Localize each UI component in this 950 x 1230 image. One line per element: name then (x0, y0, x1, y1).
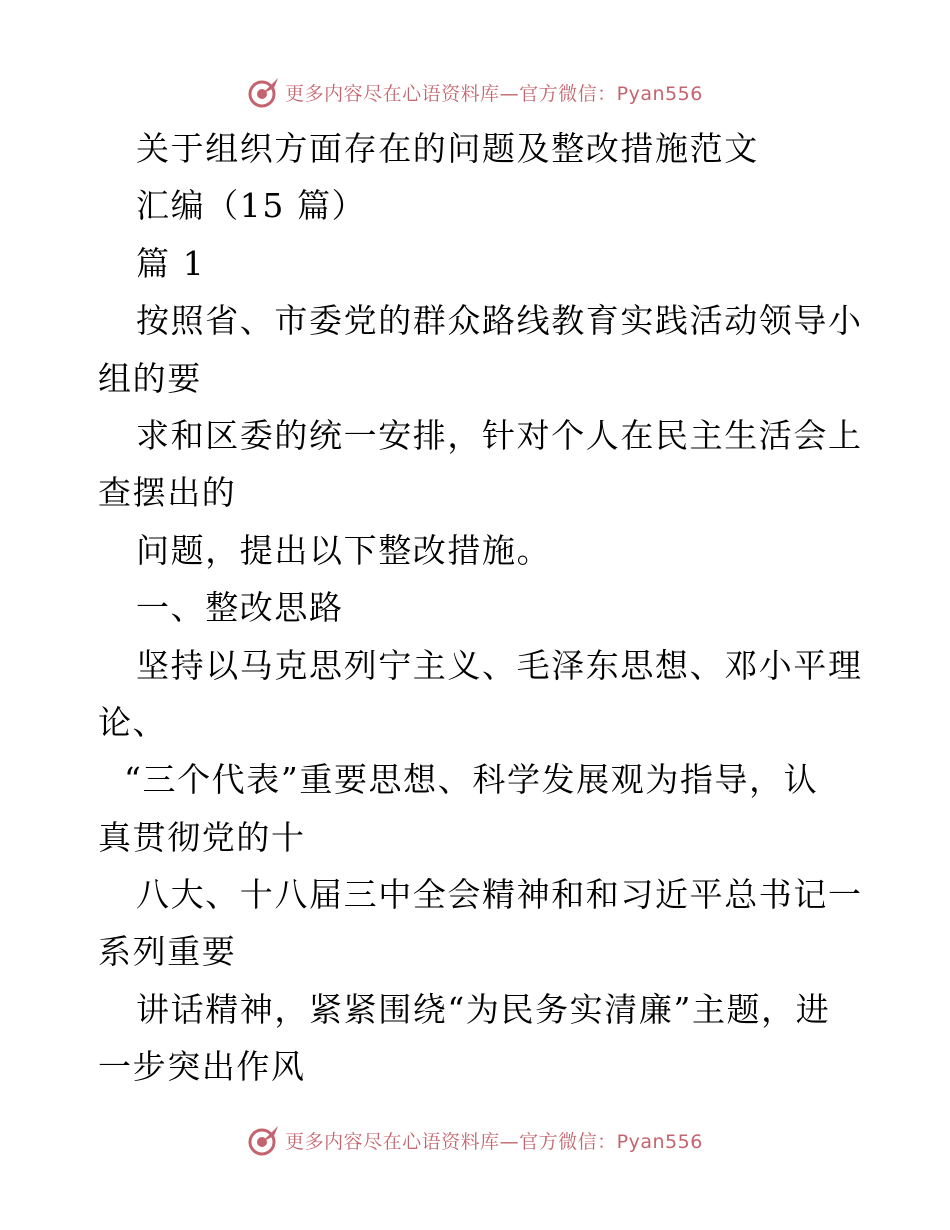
doc-title-line-2: 汇编（15 篇） (136, 186, 367, 226)
subsection-heading: 一、整改思路 (136, 588, 344, 628)
paragraph-line: 按照省、市委党的群众路线教育实践活动领导小 (136, 301, 863, 341)
quill-logo-icon (247, 1123, 281, 1157)
paragraph-line: 论、 (98, 702, 168, 742)
paragraph-line: “三个代表”重要思想、科学发展观为指导，认 (124, 760, 819, 800)
paragraph-line: 坚持以马克思列宁主义、毛泽东思想、邓小平理 (136, 645, 863, 685)
footer-watermark (0, 1120, 950, 1160)
doc-title-line-1: 关于组织方面存在的问题及整改措施范文 (136, 129, 759, 168)
paragraph-line: 系列重要 (98, 932, 237, 972)
watermark-text: 更多内容尽在心语资料库—官方微信：Pyan556 (285, 1130, 703, 1153)
paragraph-line: 真贯彻党的十 (98, 817, 306, 857)
header-watermark (0, 72, 950, 112)
paragraph-line: 八大、十八届三中全会精神和和习近平总书记一 (136, 875, 863, 915)
document-body (98, 120, 863, 1096)
quill-logo-icon (247, 75, 281, 109)
paragraph-line: 问题，提出以下整改措施。 (136, 530, 552, 570)
paragraph-line: 讲话精神，紧紧围绕“为民务实清廉”主题，进 (136, 989, 831, 1029)
paragraph-line: 查摆出的 (98, 473, 237, 513)
paragraph-line: 组的要 (98, 358, 202, 398)
watermark-text: 更多内容尽在心语资料库—官方微信：Pyan556 (285, 82, 703, 105)
paragraph-line: 求和区委的统一安排，针对个人在民主生活会上 (136, 415, 863, 455)
section-heading: 篇 1 (136, 243, 206, 283)
paragraph-line: 一步突出作风 (98, 1047, 306, 1087)
